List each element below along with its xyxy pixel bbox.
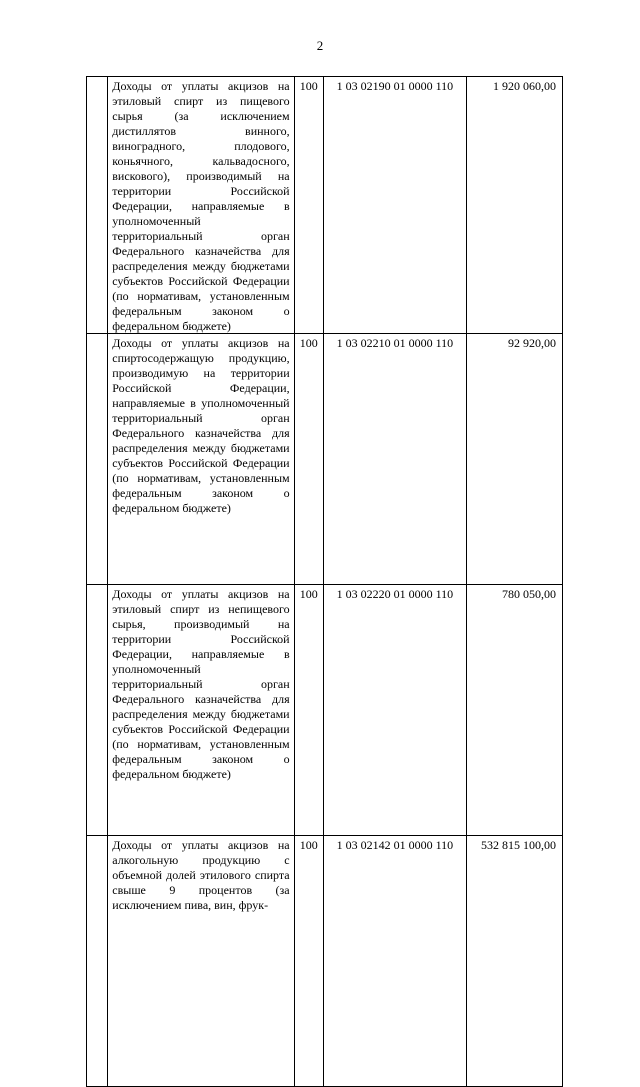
row-index-cell xyxy=(87,836,108,1087)
amount-cell: 532 815 100,00 xyxy=(466,836,562,1087)
row-index-cell xyxy=(87,77,108,334)
admin-code-cell: 100 xyxy=(294,334,323,585)
kbk-code-cell: 1 03 02210 01 0000 110 xyxy=(323,334,466,585)
table-row xyxy=(87,836,563,1087)
table-body xyxy=(87,77,563,1087)
kbk-code-cell: 1 03 02142 01 0000 110 xyxy=(323,836,466,1087)
kbk-code-cell: 1 03 02220 01 0000 110 xyxy=(323,585,466,836)
admin-code-cell: 100 xyxy=(294,836,323,1087)
page-number: 2 xyxy=(316,38,324,53)
description-cell xyxy=(108,836,294,1087)
amount-cell: 780 050,00 xyxy=(466,585,562,836)
revenue-table xyxy=(86,76,563,1087)
admin-code-cell: 100 xyxy=(294,77,323,334)
revenue-table-container xyxy=(86,76,563,912)
description-text: Доходы от уплаты акцизов на спиртосодержащую продукцию, производимую на территории Российской Федерации, направляемые в уполномоченный территориальный орган Федерального казначейства для распределения между бюджетами субъектов Российской Федерации (по нормативам, установленным федеральным законом о федеральном бюджете) xyxy=(112,336,290,515)
description-text: Доходы от уплаты акцизов на алкогольную продукцию с объемной долей этилового спирта свыше 9 процентов (за исключением пива, вин, фрук- xyxy=(112,838,290,912)
table-row xyxy=(87,585,563,836)
admin-code-cell: 100 xyxy=(294,585,323,836)
table-row xyxy=(87,334,563,585)
description-cell xyxy=(108,585,294,836)
row-index-cell xyxy=(87,585,108,836)
table-row xyxy=(87,77,563,334)
description-cell xyxy=(108,334,294,585)
description-text: Доходы от уплаты акцизов на этиловый спирт из пищевого сырья (за исключением дистиллятов винного, виноградного, плодового, коньячного, кальвадосного, вискового), производимый на территории Российской Федерации, направляемые в уполномоченный территориальный орган Федерального казначейства для распределения между бюджетами субъектов Российской Федерации (по нормативам, установленным федеральным законом о федеральном бюджете) xyxy=(112,79,290,333)
description-text: Доходы от уплаты акцизов на этиловый спирт из непищевого сырья, производимый на территории Российской Федерации, направляемые в уполномоченный территориальный орган Федерального казначейства для распределения между бюджетами субъектов Российской Федерации (по нормативам, установленным федеральным законом о федеральном бюджете) xyxy=(112,587,290,781)
amount-cell: 1 920 060,00 xyxy=(466,77,562,334)
amount-cell: 92 920,00 xyxy=(466,334,562,585)
kbk-code-cell: 1 03 02190 01 0000 110 xyxy=(323,77,466,334)
row-index-cell xyxy=(87,334,108,585)
description-cell xyxy=(108,77,294,334)
